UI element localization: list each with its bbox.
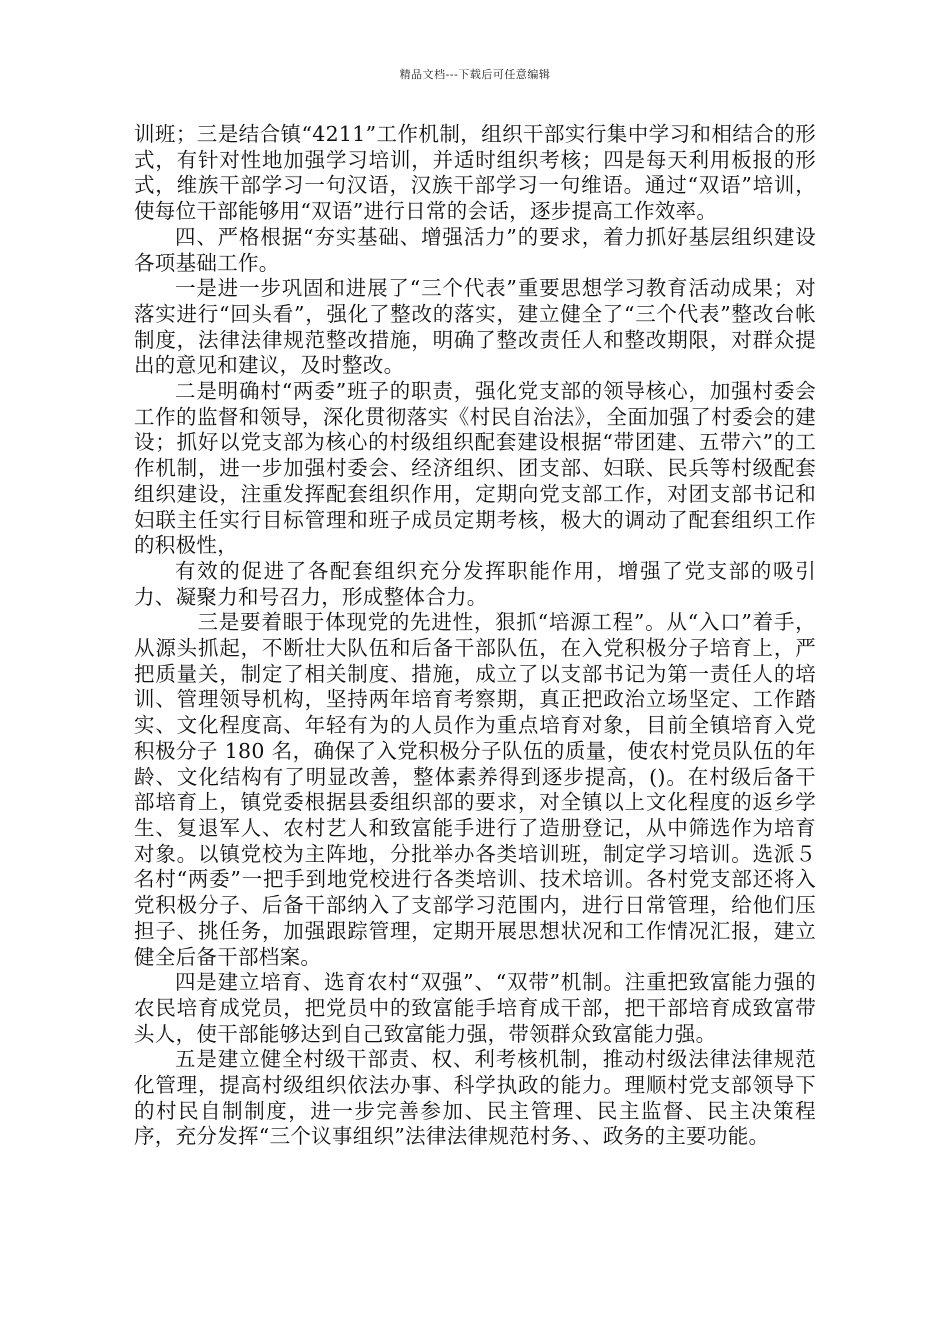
paragraph-training-continued: 训班；三是结合镇“4211”工作机制，组织干部实行集中学习和相结合的形式，有针对性地加强学习培训，并适时组织考核；四是每天利用板报的形式，维族干部学习一句汉语，汉族干部学习一句维语。通过“双语”培训，使每位干部能够用“双语”进行日常的会话，逐步提高工作效率。 xyxy=(134,122,816,224)
paragraph-item-two-continued: 有效的促进了各配套组织充分发挥职能作用，增强了党支部的吸引力、凝聚力和号召力，形成整体合力。 xyxy=(134,558,816,609)
document-body xyxy=(134,122,816,1150)
paragraph-item-three: 三是要着眼于体现党的先进性，狠抓“培源工程”。从“入口”着手，从源头抓起，不断壮大队伍和后备干部队伍，在入党积极分子培育上，严把质量关，制定了相关制度、措施，成立了以支部书记为第一责任人的培训、管理领导机构，坚持两年培育考察期，真正把政治立场坚定、工作踏实、文化程度高、年轻有为的人员作为重点培育对象，目前全镇培育入党积极分子 180 名，确保了入党积极分子队伍的质量，使农村党员队伍的年龄、文化结构有了明显改善，整体素养得到逐步提高，()。在村级后备干部培育上，镇党委根据县委组织部的要求，对全镇以上文化程度的返乡学生、复退军人、农村艺人和致富能手进行了造册登记，从中筛选作为培育对象。以镇党校为主阵地，分批举办各类培训班，制定学习培训。选派５名村“两委”一把手到地党校进行各类培训、技术培训。各村党支部还将入党积极分子、后备干部纳入了支部学习范围内，进行日常管理，给他们压担子、挑任务，加强跟踪管理，定期开展思想状况和工作情况汇报，建立健全后备干部档案。 xyxy=(134,610,816,969)
page-header-note: 精品文档---下载后可任意编辑 xyxy=(399,68,551,81)
paragraph-item-five: 五是建立健全村级干部责、权、利考核机制，推动村级法律法律规范化管理，提高村级组织依法办事、科学执政的能力。理顺村党支部领导下的村民自制制度，进一步完善参加、民主管理、民主监督、民主决策程序，充分发挥“三个议事组织”法律法律规范村务、、政务的主要功能。 xyxy=(134,1047,816,1149)
paragraph-item-four: 四是建立培育、选育农村“双强”、“双带”机制。注重把致富能力强的农民培育成党员，把党员中的致富能手培育成干部，把干部培育成致富带头人，使干部能够达到自己致富能力强，带领群众致富能力强。 xyxy=(134,970,816,1046)
paragraph-item-two: 二是明确村“两委”班子的职责，强化党支部的领导核心，加强村委会工作的监督和领导，深化贯彻落实《村民自治法》，全面加强了村委会的建设；抓好以党支部为核心的村级组织配套建设根据“带团建、五带六”的工作机制，进一步加强村委会、经济组织、团支部、妇联、民兵等村级配套组织建设，注重发挥配套组织作用，定期向党支部工作，对团支部书记和妇联主任实行目标管理和班子成员定期考核，极大的调动了配套组织工作的积极性， xyxy=(134,379,816,558)
paragraph-item-one: 一是进一步巩固和进展了“三个代表”重要思想学习教育活动成果；对落实进行“回头看”，强化了整改的落实，建立健全了“三个代表”整改台帐制度，法律法律规范整改措施，明确了整改责任人和整改期限，对群众提出的意见和建议，及时整改。 xyxy=(134,276,816,378)
paragraph-section-four-heading: 四、严格根据“夯实基础、增强活力”的要求，着力抓好基层组织建设各项基础工作。 xyxy=(134,224,816,275)
